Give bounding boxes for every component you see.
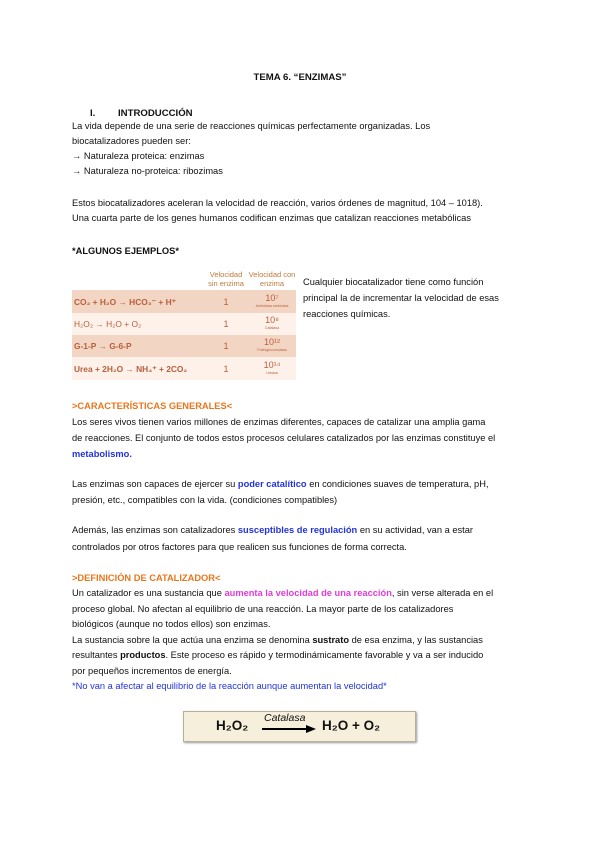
text-line: La vida depende de una serie de reacciones químicas perfectamente organizadas. Los xyxy=(72,121,431,131)
column-header-con-enzima: Velocidad con enzima xyxy=(248,270,296,288)
paragraph-regulacion xyxy=(72,522,473,556)
intro-paragraph xyxy=(72,119,430,179)
term-regulacion: susceptibles de regulación xyxy=(237,525,358,535)
reaction-cell: Urea + 2H₂O → NH₄⁺ + 2CO₂ xyxy=(74,363,188,374)
rate-with-cell xyxy=(248,313,296,335)
reaction-arrow-icon xyxy=(262,724,316,734)
text-span: de esa enzima, y las sustancias xyxy=(349,634,483,645)
section-title: INTRODUCCIÓN xyxy=(118,108,193,119)
text-span: Un catalizador es una sustancia que xyxy=(72,588,225,598)
term-sustrato: sustrato xyxy=(312,634,350,645)
text-line: biocatalizadores pueden ser: xyxy=(72,136,191,146)
rate-with-cell xyxy=(248,290,296,313)
enzyme-name: Anhidrasa carbónica xyxy=(255,303,289,308)
rate-value: 10⁸ xyxy=(265,315,279,325)
rate-value: 10⁷ xyxy=(265,292,279,303)
text-line: por pequeños incrementos de energía. xyxy=(72,665,232,676)
text-line xyxy=(72,522,473,539)
reactant: H₂O₂ xyxy=(216,718,249,733)
text-span: en condiciones suaves de temperatura, pH, xyxy=(306,479,489,489)
text-line: Estos biocatalizadores aceleran la velocidad de reacción, varios órdenes de magnitud, 104 – 1018). xyxy=(72,198,483,208)
enzyme-name: Catalasa xyxy=(264,326,280,330)
text-span: , sin verse alterada en el xyxy=(391,588,494,598)
catalase-reaction-box xyxy=(183,711,416,742)
table-row xyxy=(72,335,296,357)
text-line: controlados por otros factores para que realicen sus funciones de forma correcta. xyxy=(72,542,407,552)
enzyme-examples-table xyxy=(72,268,296,380)
paragraph-metabolismo xyxy=(72,414,495,462)
text-line: Una cuarta parte de los genes humanos codifican enzimas que catalizan reacciones metabólicas xyxy=(72,213,471,223)
examples-heading: *ALGUNOS EJEMPLOS* xyxy=(72,246,179,256)
text-line xyxy=(72,633,493,649)
term-productos: productos xyxy=(120,650,166,660)
catalyst-label: Catalasa xyxy=(264,712,306,724)
section-number: I. xyxy=(90,108,96,119)
text-span: en su actividad, van a estar xyxy=(357,525,473,535)
text-line: Los seres vivos tienen varios millones de enzimas diferentes, capaces de catalizar una amplia gama xyxy=(72,417,486,427)
paragraph-definicion xyxy=(72,586,493,695)
rate-with-cell xyxy=(248,335,296,357)
paragraph-biocatalizadores xyxy=(72,196,483,226)
rate-without-cell: 1 xyxy=(223,341,229,351)
examples-side-text xyxy=(303,274,499,322)
rate-without-cell: 1 xyxy=(223,363,229,374)
note-equilibrio: *No van a afectar al equilibrio de la reacción aunque aumentan la velocidad* xyxy=(72,681,387,691)
definicion-heading: >DEFINICIÓN DE CATALIZADOR< xyxy=(72,573,221,583)
text-span: Además, las enzimas son catalizadores xyxy=(72,525,238,535)
list-item: → Naturaleza proteica: enzimas xyxy=(72,151,205,161)
text-span: Las enzimas son capaces de ejercer su xyxy=(72,479,238,489)
text-line xyxy=(72,648,493,664)
reaction-cell: H₂O₂ → H₂O + O₂ xyxy=(74,319,142,329)
text-span: La sustancia sobre la que actúa una enzima se denomina xyxy=(72,634,313,645)
text-line: proceso global. No afectan al equilibrio de una reacción. La mayor parte de los catalizadores xyxy=(72,603,454,614)
reaction-cell: CO₂ + H₂O → HCO₃⁻ + H⁺ xyxy=(74,296,177,307)
text-line: reacciones químicas. xyxy=(303,309,391,319)
products: H₂O + O₂ xyxy=(322,718,381,733)
text-line xyxy=(72,476,489,492)
rate-with-cell xyxy=(248,357,296,380)
enzyme-name: Ureasa xyxy=(266,370,278,375)
table-row xyxy=(72,290,296,313)
text-span: resultantes xyxy=(72,650,121,660)
rate-without-cell: 1 xyxy=(223,319,229,329)
term-aumenta-velocidad: aumenta la velocidad de una reacción xyxy=(224,588,392,598)
text-line: Cualquier biocatalizador tiene como función xyxy=(303,277,484,287)
term-metabolismo: metabolismo. xyxy=(72,449,132,459)
text-line: principal la de incrementar la velocidad de esas xyxy=(303,293,499,303)
rate-without-cell: 1 xyxy=(223,296,229,307)
rate-value: 10¹² xyxy=(263,337,280,347)
enzyme-name: Fosfoglucomutasa xyxy=(257,348,287,352)
section-heading-introduccion xyxy=(90,108,193,119)
text-line: biológicos (aunque no todos ellos) son enzimas. xyxy=(72,619,271,629)
page-title: TEMA 6. “ENZIMAS” xyxy=(253,72,347,83)
reaction-cell: G-1-P → G-6-P xyxy=(74,341,132,351)
term-poder-catalitico: poder catalítico xyxy=(237,479,307,489)
rate-value: 10¹⁴ xyxy=(263,359,281,370)
text-line: de reacciones. El conjunto de todos estos procesos celulares catalizados por las enzimas constituye el xyxy=(72,433,496,443)
column-header-sin-enzima: Velocidad sin enzima xyxy=(208,270,244,288)
text-line: presión, etc., compatibles con la vida. (condiciones compatibles) xyxy=(72,495,338,505)
list-item: → Naturaleza no-proteica: ribozimas xyxy=(72,166,223,176)
table-row xyxy=(72,357,296,380)
paragraph-poder-catalitico xyxy=(72,476,489,508)
table-row xyxy=(72,313,296,335)
text-span: . Este proceso es rápido y termodinámicamente favorable y va a ser inducido xyxy=(165,650,484,660)
text-line xyxy=(72,586,493,602)
caracteristicas-heading: >CARACTERÍSTICAS GENERALES< xyxy=(72,401,233,411)
